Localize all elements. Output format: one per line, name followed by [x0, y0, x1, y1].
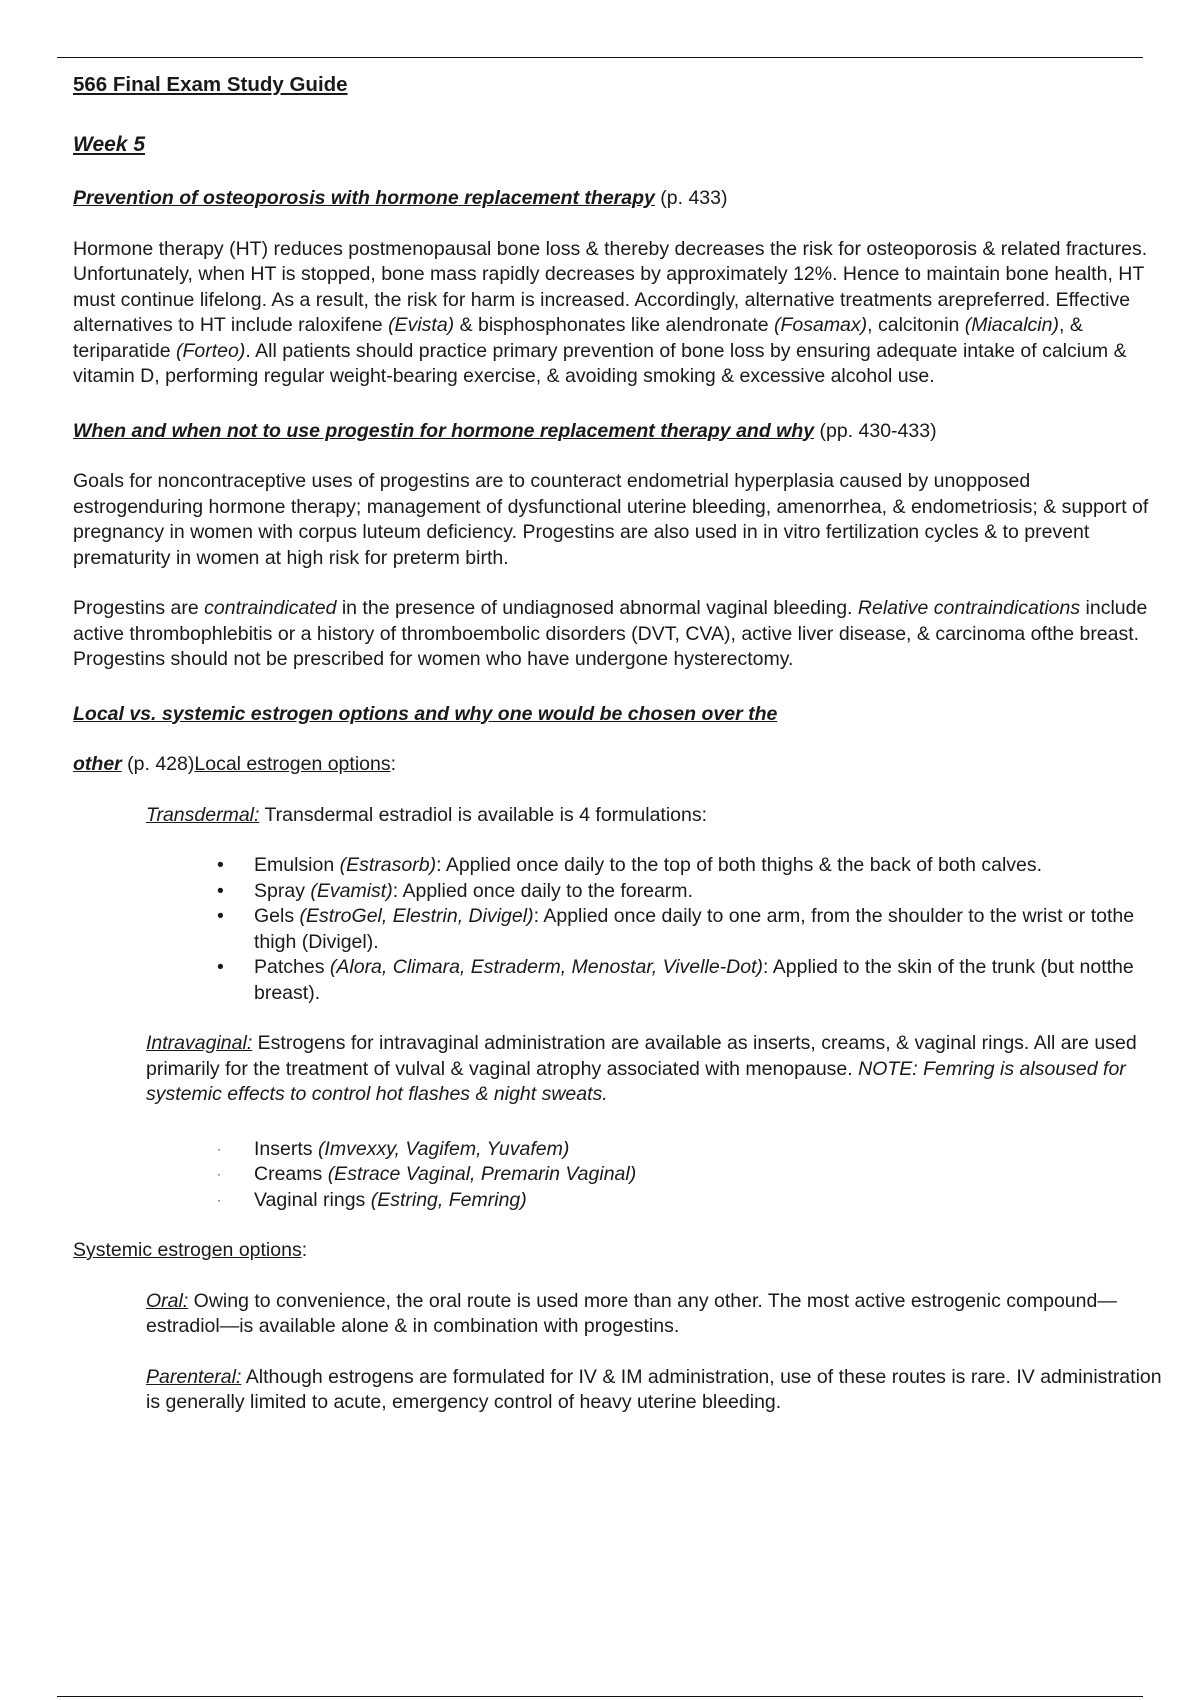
- item-description: : Applied once daily to the top of both thighs & the back of both calves.: [436, 854, 1043, 876]
- text-run: Transdermal estradiol is available is 4 formulations:: [259, 803, 708, 826]
- text-run: , & teriparatide: [73, 314, 1083, 362]
- oral-paragraph: [146, 1289, 1163, 1340]
- section-heading-estrogen: [73, 702, 1163, 728]
- list-item: [73, 904, 1163, 955]
- text-run: , calcitonin: [867, 314, 965, 336]
- section-heading-text: Local vs. systemic estrogen options and why one would be chosen over the: [73, 702, 778, 725]
- item-description: : Applied once daily to one arm, from the shoulder to the wrist or tothe thigh (Divigel).: [254, 905, 1135, 953]
- list-item: [73, 853, 1163, 879]
- emphasis: contraindicated: [204, 597, 337, 619]
- section-heading-osteoporosis: [73, 186, 1163, 212]
- bullet-icon: •: [217, 879, 224, 902]
- text-run: Hormone therapy (HT) reduces postmenopausal bone loss & thereby decreases the risk for osteoporosis & related fractures. Unfortunately, when HT is stopped, bone mass rapidly decreases by approximately 12%. Hence to maintain bone health, HT must continue lifelong. As a result, the risk for harm is increased. Accordingly, alternative treatments arepreferred. Effective alternatives to HT include raloxifene: [73, 237, 1148, 336]
- bullet-icon: •: [217, 956, 224, 978]
- page-reference: (p. 428): [121, 753, 195, 775]
- item-name: Patches: [254, 956, 330, 978]
- local-estrogen-label: Local estrogen options: [194, 753, 391, 775]
- page-reference: (pp. 430-433): [814, 419, 937, 442]
- brand-names: (Imvexxy, Vagifem, Yuvafem): [317, 1137, 570, 1160]
- list-item: [73, 955, 1163, 1006]
- text-run: & bisphosphonates like alendronate: [454, 314, 774, 336]
- item-name: Creams: [254, 1163, 328, 1185]
- item-name: Vaginal rings: [254, 1188, 371, 1211]
- systemic-estrogen-heading: [73, 1238, 1163, 1264]
- list-item: [73, 1162, 1163, 1188]
- bullet-icon: ·: [217, 1141, 221, 1156]
- bullet-icon: ·: [217, 1167, 221, 1181]
- item-name: Spray: [254, 879, 311, 902]
- estrogen-heading-continued: [73, 752, 1163, 778]
- item-name: Emulsion: [254, 854, 340, 876]
- drug-brand: (Forteo): [175, 339, 246, 362]
- item-description: : Applied once daily to the forearm.: [392, 879, 693, 902]
- note-text: NOTE: Femring is alsoused for systemic effects to control hot flashes & night sweats.: [146, 1057, 1126, 1105]
- brand-names: (Alora, Climara, Estraderm, Menostar, Vivelle-Dot): [329, 956, 763, 978]
- parenteral-label: Parenteral:: [146, 1365, 242, 1388]
- intravaginal-paragraph: [146, 1031, 1163, 1108]
- text-run: . All patients should practice primary prevention of bone loss by ensuring adequate intake of calcium & vitamin D, performing regular weight-bearing exercise, & avoiding smoking & excessive alcohol use.: [73, 339, 1127, 387]
- parenteral-paragraph: [146, 1365, 1163, 1416]
- oral-label: Oral:: [146, 1289, 189, 1312]
- top-rule: [57, 57, 1143, 58]
- colon: :: [390, 753, 397, 775]
- item-description: : Applied to the skin of the trunk (but notthe breast).: [254, 956, 1134, 1004]
- osteoporosis-paragraph: [73, 237, 1163, 390]
- text-run: Progestins are: [73, 597, 205, 619]
- progestin-contraindications-paragraph: [73, 596, 1163, 673]
- list-item: [73, 1137, 1163, 1163]
- item-name: Gels: [254, 905, 300, 927]
- document-page: [73, 72, 1163, 1416]
- brand-names: (Estrasorb): [339, 854, 437, 876]
- section-heading-text: other: [73, 753, 122, 775]
- bullet-icon: •: [217, 854, 224, 876]
- bullet-icon: •: [217, 905, 224, 927]
- section-heading-text: When and when not to use progestin for hormone replacement therapy and why: [73, 419, 815, 442]
- page-reference: (p. 433): [654, 187, 728, 209]
- week-heading: Week 5: [73, 132, 145, 156]
- intravaginal-label: Intravaginal:: [146, 1032, 253, 1054]
- transdermal-list: [73, 853, 1163, 1006]
- drug-brand: (Fosamax): [773, 314, 868, 336]
- drug-brand: (Miacalcin): [964, 314, 1059, 336]
- item-name: Inserts: [254, 1137, 318, 1160]
- progestin-goals-paragraph: Goals for noncontraceptive uses of progestins are to counteract endometrial hyperplasia caused by unopposed estrogenduring hormone therapy; management of dysfunctional uterine bleeding, amenorrhea, & endometriosis; & support of pregnancy in women with corpus luteum deficiency. Progestins are also used in in vitro fertilization cycles & to prevent prematurity in women at high risk for preterm birth.: [73, 470, 1149, 569]
- bullet-icon: ·: [217, 1192, 221, 1207]
- list-item: [73, 1188, 1163, 1214]
- systemic-estrogen-label: Systemic estrogen options: [73, 1239, 302, 1261]
- text-run: Estrogens for intravaginal administration are available as inserts, creams, & vaginal rings. All are used primarily for the treatment of vulval & vaginal atrophy associated with menopause.: [146, 1032, 1137, 1080]
- section-heading-progestin: [73, 419, 1163, 445]
- text-run: Although estrogens are formulated for IV & IM administration, use of these routes is rare. IV administration is generally limited to acute, emergency control of heavy uterine bleeding.: [146, 1365, 1162, 1413]
- brand-names: (EstroGel, Elestrin, Divigel): [299, 905, 534, 927]
- brand-names: (Estring, Femring): [370, 1188, 527, 1211]
- drug-brand: (Evista): [388, 314, 455, 336]
- text-run: in the presence of undiagnosed abnormal vaginal bleeding.: [336, 597, 858, 619]
- transdermal-intro: [146, 803, 1163, 829]
- section-heading-text: Prevention of osteoporosis with hormone replacement therapy: [73, 187, 655, 209]
- text-run: Owing to convenience, the oral route is used more than any other. The most active estrogenic compound—estradiol—is available alone & in combination with progestins.: [146, 1289, 1117, 1337]
- colon: :: [301, 1239, 308, 1261]
- brand-names: (Evamist): [310, 879, 393, 902]
- document-title: 566 Final Exam Study Guide: [73, 73, 348, 96]
- intravaginal-list: [73, 1137, 1163, 1214]
- emphasis: Relative contraindications: [857, 597, 1081, 619]
- list-item: [73, 879, 1163, 905]
- transdermal-label: Transdermal:: [146, 803, 260, 826]
- brand-names: (Estrace Vaginal, Premarin Vaginal): [327, 1163, 637, 1185]
- text-run: include active thrombophlebitis or a history of thromboembolic disorders (DVT, CVA), active liver disease, & carcinoma ofthe breast. Progestins should not be prescribed for women who have undergone hysterectomy.: [73, 597, 1148, 670]
- bottom-rule: [57, 1696, 1143, 1697]
